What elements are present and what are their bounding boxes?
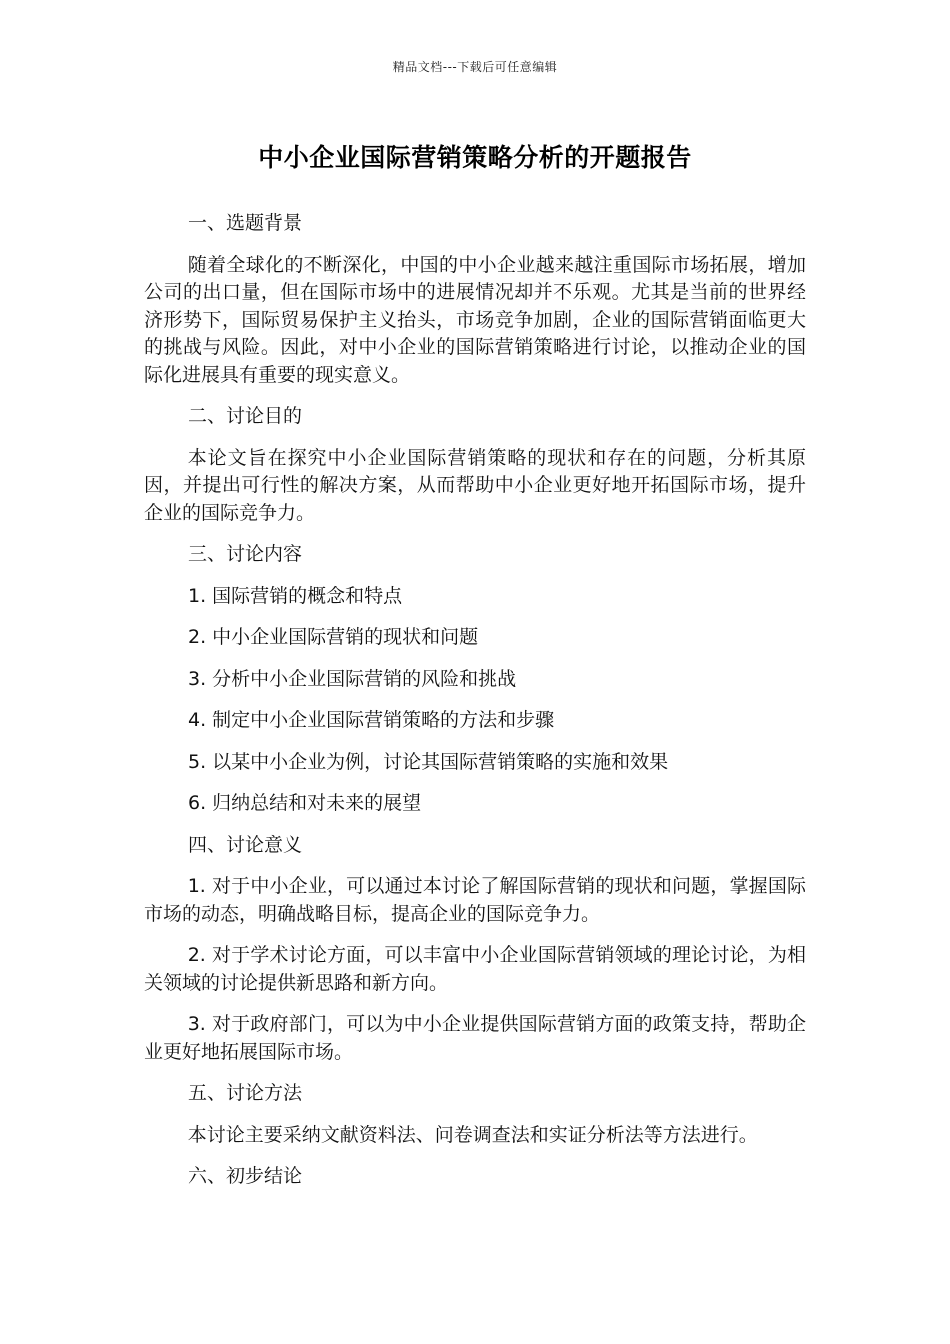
section-heading-conclusion: 六、初步结论 bbox=[188, 1165, 303, 1187]
content-list-item: 2. 中小企业国际营销的现状和问题 bbox=[188, 626, 479, 648]
section-heading-significance: 四、讨论意义 bbox=[188, 833, 303, 856]
significance-paragraph: 3. 对于政府部门，可以为中小企业提供国际营销方面的政策支持，帮助企业更好地拓展国际市场。 bbox=[144, 1013, 806, 1063]
content-list-item: 3. 分析中小企业国际营销的风险和挑战 bbox=[188, 667, 517, 690]
section-heading-background: 一、选题背景 bbox=[188, 212, 303, 234]
content-list-item: 5. 以某中小企业为例，讨论其国际营销策略的实施和效果 bbox=[188, 750, 669, 773]
significance-paragraph: 2. 对于学术讨论方面，可以丰富中小企业国际营销领域的理论讨论，为相关领域的讨论提供新思路和新方向。 bbox=[144, 944, 806, 994]
header-note: 精品文档---下载后可任意编辑 bbox=[392, 60, 558, 74]
document-title: 中小企业国际营销策略分析的开题报告 bbox=[258, 143, 692, 172]
content-list-item: 6. 归纳总结和对未来的展望 bbox=[188, 792, 422, 814]
method-paragraph: 本讨论主要采纳文献资料法、问卷调查法和实证分析法等方法进行。 bbox=[187, 1123, 758, 1146]
purpose-paragraph: 本论文旨在探究中小企业国际营销策略的现状和存在的问题，分析其原因，并提出可行性的解决方案，从而帮助中小企业更好地开拓国际市场，提升企业的国际竞争力。 bbox=[144, 446, 806, 524]
background-paragraph: 随着全球化的不断深化，中国的中小企业越来越注重国际市场拓展，增加公司的出口量，但在国际市场中的进展情况却并不乐观。尤其是当前的世界经济形势下，国际贸易保护主义抬头，市场竞争加剧，企业的国际营销面临更大的挑战与风险。因此，对中小企业的国际营销策略进行讨论，以推动企业的国际化进展具有重要的现实意义。 bbox=[144, 253, 806, 386]
section-heading-purpose: 二、讨论目的 bbox=[188, 405, 303, 427]
section-heading-method: 五、讨论方法 bbox=[188, 1082, 303, 1104]
content-list-item: 4. 制定中小企业国际营销策略的方法和步骤 bbox=[188, 709, 555, 731]
significance-paragraph: 1. 对于中小企业，可以通过本讨论了解国际营销的现状和问题，掌握国际市场的动态，明确战略目标，提高企业的国际竞争力。 bbox=[144, 875, 806, 925]
section-heading-content: 三、讨论内容 bbox=[188, 543, 303, 565]
document-body bbox=[144, 210, 806, 1205]
content-list-item: 1. 国际营销的概念和特点 bbox=[188, 584, 403, 607]
